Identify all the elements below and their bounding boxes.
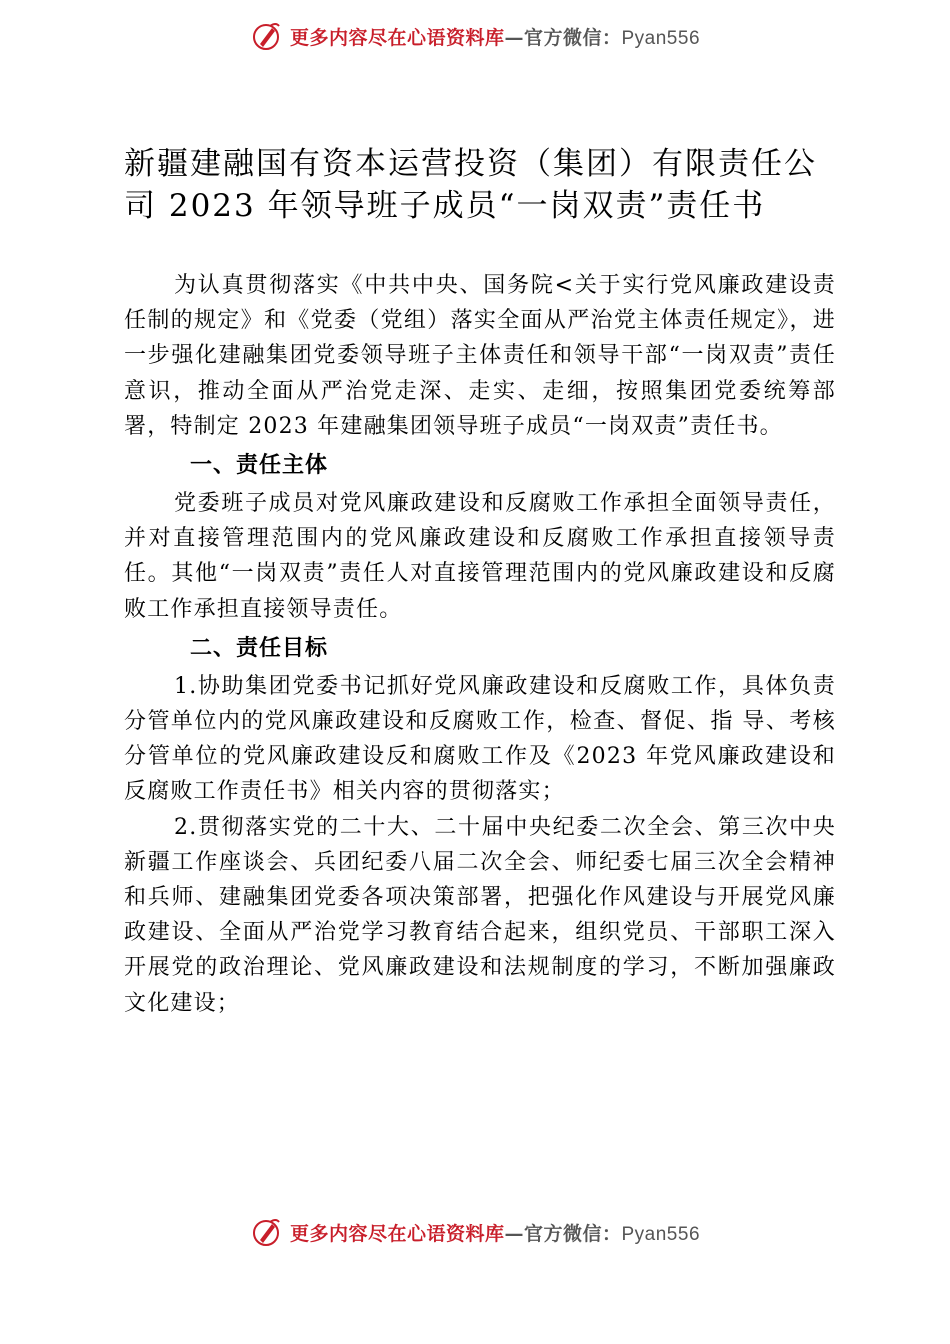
- watermark-account: Pyan556: [621, 1223, 701, 1245]
- goal-item-1: 1.协助集团党委书记抓好党风廉政建设和反腐败工作，具体负责分管单位内的党风廉政建设和反腐败工作，检查、督促、指 导、考核分管单位的党风廉政建设反和腐败工作及《2023 年党风廉政建设和反腐败工作责任书》相关内容的贯彻落实；: [124, 673, 836, 805]
- watermark-wechat-label: 官方微信：: [523, 26, 622, 49]
- watermark-account: Pyan556: [621, 27, 701, 49]
- watermark-text: [290, 23, 700, 50]
- section-heading-goals: 二、责任目标: [190, 635, 329, 661]
- watermark-text: [290, 1219, 700, 1246]
- pen-nib-logo-icon: [250, 20, 282, 52]
- section-heading-subject: 一、责任主体: [190, 453, 329, 479]
- intro-paragraph: 为认真贯彻落实《中共中央、国务院<关于实行党风廉政建设责任制的规定》和《党委（党组）落实全面从严治党主体责任规定》，进一步强化建融集团党委领导班子主体责任和领导干部“一岗双责”责任意识，推动全面从严治党走深、走实、走细，按照集团党委统筹部署，特制定 2023 年建融集团领导班子成员“一岗双责”责任书。: [124, 273, 836, 439]
- section-subject-paragraph: 党委班子成员对党风廉政建设和反腐败工作承担全面领导责任，并对直接管理范围内的党风廉政建设和反腐败工作承担直接领导责任。其他“一岗双责”责任人对直接管理范围内的党风廉政建设和反腐败工作承担直接领导责任。: [124, 491, 836, 622]
- document-body: [124, 268, 836, 1021]
- watermark-brand: 更多内容尽在心语资料库: [289, 1222, 505, 1245]
- watermark-header: [0, 16, 950, 56]
- watermark-separator: —: [504, 26, 524, 49]
- watermark-separator: —: [504, 1222, 524, 1245]
- watermark-brand: 更多内容尽在心语资料库: [289, 26, 505, 49]
- pen-nib-logo-icon: [250, 1216, 282, 1248]
- goal-item-2: 2.贯彻落实党的二十大、二十届中央纪委二次全会、第三次中央新疆工作座谈会、兵团纪委八届二次全会、师纪委七届三次全会精神和兵师、建融集团党委各项决策部署，把强化作风建设与开展党风廉政建设、全面从严治党学习教育结合起来，组织党员、干部职工深入开展党的政治理论、党风廉政建设和法规制度的学习，不断加强廉政文化建设；: [124, 814, 836, 1016]
- document-title: 新疆建融国有资本运营投资（集团）有限责任公司 2023 年领导班子成员“一岗双责”责任书: [124, 146, 817, 224]
- watermark-footer: [0, 1212, 950, 1252]
- watermark-wechat-label: 官方微信：: [523, 1222, 622, 1245]
